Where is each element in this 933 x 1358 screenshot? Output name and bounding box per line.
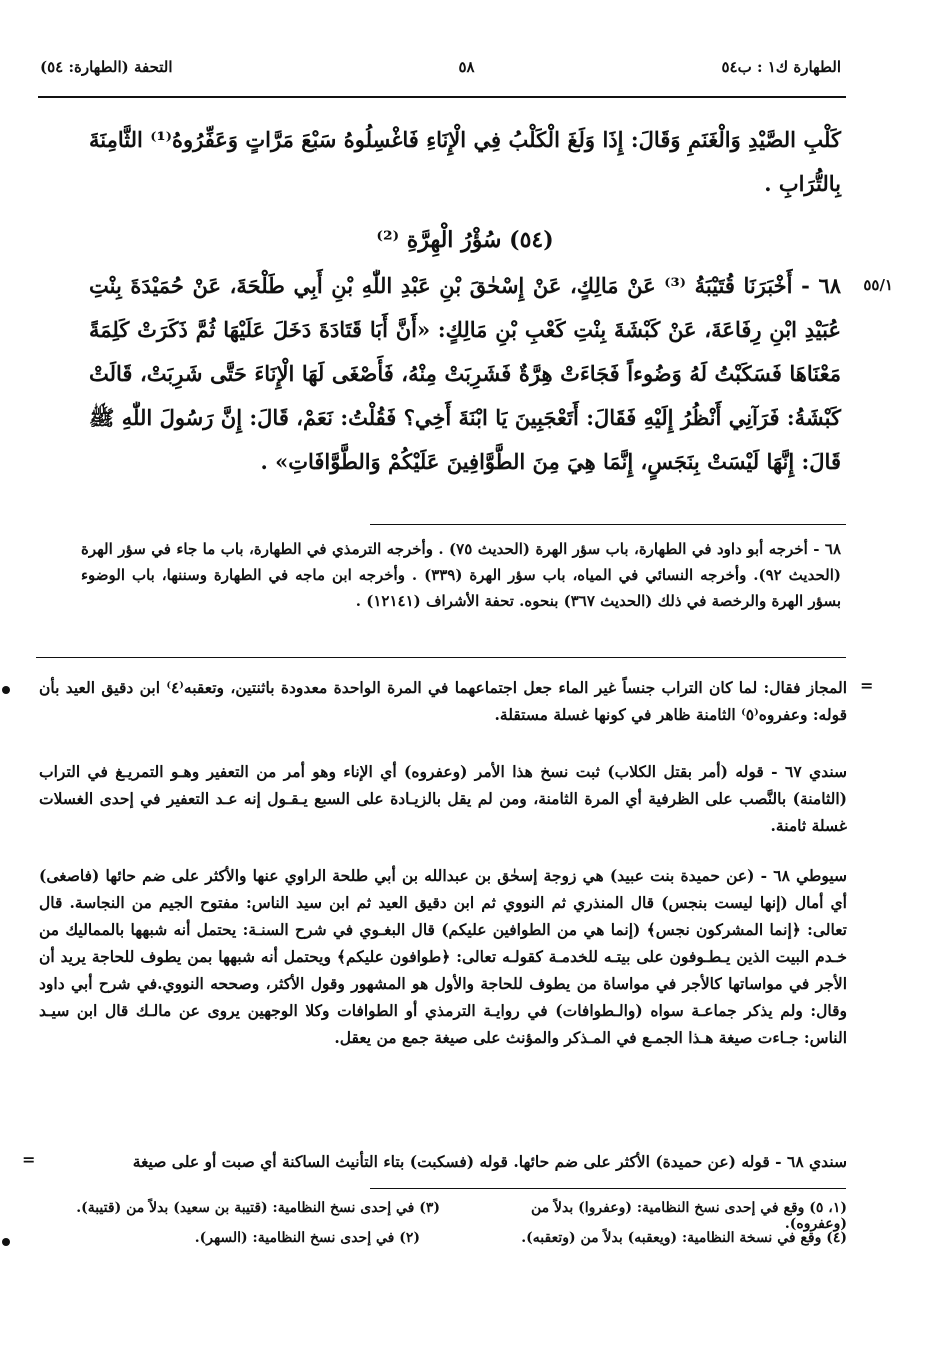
continuation-mark-bottom: =: [22, 1150, 36, 1169]
commentary-paragraph-1: المجاز فقال: لما كان التراب جنساً غير الماء جعل اجتماعهما في المرة الواحدة معدودة باثنتين، وتعقبه⁽٤⁾ ابن دقيق العيد بأن قوله: وعفروه⁽٥⁾ الثامنة ظاهر في كونها غسلة مستقلة.: [39, 678, 848, 724]
page-number: ٥٨: [458, 58, 475, 76]
variant-note-4: (٤) وقع في نسخة النظامية: (ويعقبه) بدلاً من (وتعقبه).: [521, 1230, 847, 1246]
chapter-title: (٥٤) سُؤْرُ الْهِرَّةِ ⁽²⁾: [376, 227, 554, 253]
header-rule: [38, 96, 846, 98]
header-book-ref: التحفة (الطهارة: ٥٤): [40, 58, 173, 76]
takhrij-note: ٦٨ - أخرجه أبو داود في الطهارة، باب سؤر الهرة (الحديث ٧٥) . وأخرجه الترمذي في الطهارة، باب ما جاء في سؤر الهرة (الحديث ٩٢). وأخرجه النسائي في المياه، باب سؤر الهرة (٣٣٩) . وأخرجه ابن ماجه في الطهارة وسننها، باب الوضوء بسؤر الهرة والرخصة في ذلك (الحديث ٣٦٧) بنحوه. تحفة الأشراف (١٢١٤١) .: [81, 540, 842, 610]
variant-note-3: (٣) في إحدى نسخ النظامية: (قتيبة بن سعيد) بدلاً من (قتيبة).: [76, 1200, 440, 1216]
variant-note-2: (٢) في إحدى نسخ النظامية: (السهر).: [194, 1230, 420, 1246]
hadith-text: ٦٨ - أَخْبَرَنَا قُتَيْبَةُ ⁽³⁾ عَنْ مَالِكٍ، عَنْ إِسْحٰقَ بْنِ عَبْدِ اللّٰهِ بْنِ أَبِي طَلْحَةَ، عَنْ حُمَيْدَةَ بِنْتِ عُبَيْدِ ابْنِ رِفَاعَةَ، عَنْ كَبْشَةَ بِنْتِ كَعْبِ بْنِ مَالِكٍ: «أَنَّ أَبَا قَتَادَةَ دَخَلَ عَلَيْهَا ثُمَّ ذَكَرَتْ كَلِمَةً مَعْنَاهَا فَسَكَبْتُ لَهُ وَضُوءاً فَجَاءَتْ هِرَّةٌ فَشَرِبَتْ مِنْهُ، فَأَصْغَى لَهَا الْإِنَاءَ حَتَّى شَرِبَتْ، قَالَتْ كَبْشَةُ: فَرَآنِي أَنْظُرُ إِلَيْهِ فَقَالَ: أَتَعْجَبِينَ يَا ابْنَةَ أَخِي؟ فَقُلْتُ: نَعَمْ، قَالَ: إِنَّ رَسُولَ اللّٰهِ ﷺ قَالَ: إِنَّهَا لَيْسَتْ بِنَجَسٍ، إِنَّمَا هِيَ مِنَ الطَّوَّافِينَ عَلَيْكُمْ وَالطَّوَّافَاتِ» .: [89, 273, 841, 474]
commentary-rule: [36, 657, 846, 658]
variant-notes-rule: [370, 1188, 846, 1189]
variant-note-1-5: (١، ٥) وقع في إحدى نسخ النظامية: (وعفروا) بدلاً من (وعفروه).: [531, 1200, 847, 1232]
continuation-mark-top: =: [860, 676, 874, 695]
commentary-paragraph-2: سندي ٦٧ - قوله (أمر بقتل الكلاب) ثبت نسخ هذا الأمر (وعفروه) أي الإناء وهو أمر من التعفير وهـو التمريـغ في التراب (الثامنة) بالنَّصب على الظرفية أي المرة الثامنة، ومن لم يقل بالزيـادة على السبع يـقـول إنه عـد التعفير في إحدى الغسلات غسلة ثامنة.: [39, 762, 847, 835]
margin-reference: ٥٥/١: [863, 276, 893, 294]
footnote-rule: [370, 524, 846, 525]
margin-dot-bottom: [2, 1238, 10, 1246]
margin-dot: [2, 686, 10, 694]
commentary-paragraph-3: سيوطي ٦٨ - (عن حميدة بنت عبيد) هي زوجة إسحٰق بن عبدالله بن أبي طلحة الراوي عنها والأكثر على ضم حائها (فاصغى) أي أمال (إنها ليست بنجس) قال المنذري ثم النووي ثم ابن دقيق العيد ثم ابن سيد الناس: مفتوح الجيم من النجاسة. قال تعالى: ﴿إنما المشركون نجس﴾ (إنما هي من الطوافين عليكم) قال البغـوي في شرح السنـة: يحتمل أنه شبهها بالمماليك من خـدم البيت الذين يـطـوفون على بيتـه للخدمـة كقولـه تعالى: ﴿طوافون عليكم﴾ ويحتمل أنه شبهها بمن يطوف للحاجة يريد أن الأجر في مواساتها كالأجر في مواساة من يطوف للحاجة والأول هو المشهور وقول الأكثر، وصححه النووي.في شرح أبي داود وقال: ولم يذكر جماعـة سواه (والـطوافات) في روايـة الترمذي أو الطوافات وكلا الوجهين يروى عن مالـك قال ابن سيـد الناس: جـاءت صيغة هـذا الجمـع في المـذكر والمؤنث على صيغة جمع من يعقل.: [39, 866, 847, 1047]
header-chapter-ref: الطهارة ك١ : ب٥٤: [721, 58, 841, 76]
commentary-paragraph-4: سندي ٦٨ - قوله (عن حميدة) الأكثر على ضم حائها. قوله (فسكبت) بتاء التأنيث الساكنة أي صبت أو على صيغة: [132, 1152, 847, 1171]
intro-text: كَلْبِ الصَّيْدِ وَالْغَنَمِ وَقَالَ: إِذَا وَلَغَ الْكَلْبُ فِي الْإِنَاءِ فَاغْسِلُوهُ سَبْعَ مَرَّاتٍ وَعَفِّرُوهُ⁽¹⁾ الثَّامِنَةَ بِالتُّرَابِ .: [89, 127, 841, 196]
